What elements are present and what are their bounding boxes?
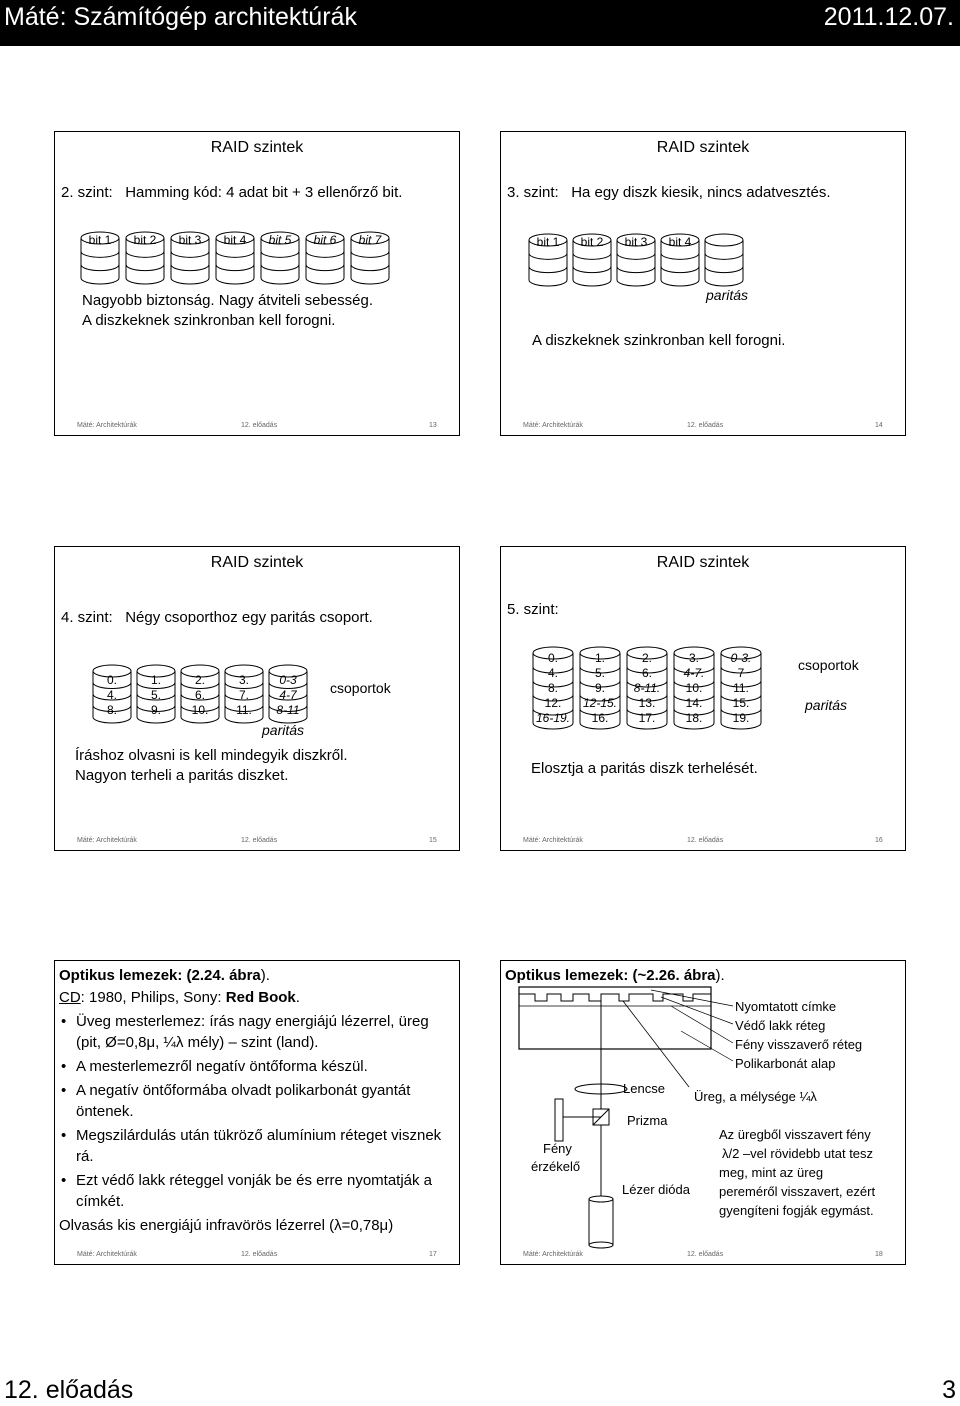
- slide-footer-left: Máté: Architektúrák: [77, 1251, 137, 1258]
- groups-label: csoportok: [798, 657, 859, 673]
- bullet-item: • Üveg mesterlemez: írás nagy energiájú lézerrel, üreg (pit, Ø=0,8μ, ¼λ mély) – szint (land).: [59, 1011, 455, 1053]
- disk-stack: [674, 647, 714, 729]
- disk-stack: [580, 647, 620, 729]
- slide-footer-left: Máté: Architektúrák: [523, 422, 583, 429]
- disk-label: 5.: [594, 666, 606, 680]
- disk-label: 0-3.: [730, 651, 752, 665]
- level-text: Négy csoporthoz egy paritás csoport.: [125, 609, 373, 626]
- disk-label: 4-7: [279, 688, 297, 702]
- disk-label: 8-11.: [633, 681, 661, 695]
- explain-line: pereméről visszavert, ezért: [719, 1184, 876, 1199]
- slide-footer-mid: 12. előadás: [241, 837, 278, 844]
- disk-stack: [93, 665, 131, 723]
- slide-16: [500, 546, 906, 851]
- disk-stack: [573, 234, 611, 286]
- note-read: Íráshoz olvasni is kell mindegyik diszkről.: [75, 747, 348, 764]
- disk-label: 8.: [106, 703, 118, 717]
- disk-label: 11.: [733, 681, 749, 695]
- note-sync: A diszkeknek szinkronban kell forogni.: [532, 332, 786, 349]
- disk-stack: [661, 234, 699, 286]
- disk-label: bit 4: [668, 235, 692, 249]
- slide-title: RAID szintek: [656, 139, 750, 156]
- disk-row: [525, 232, 755, 288]
- bullet-item: • Ezt védő lakk réteggel vonják be és erre nyomtatják a címkét.: [59, 1170, 455, 1212]
- level-label: 4. szint:: [61, 609, 113, 626]
- disk-top: [705, 234, 743, 246]
- slide-footer-mid: 12. előadás: [687, 837, 724, 844]
- slide-title: RAID szintek: [656, 554, 750, 571]
- disk-label: 1.: [150, 673, 162, 687]
- cd-line: [59, 989, 300, 1006]
- leader-line: [681, 1031, 733, 1061]
- disk-stack: [351, 232, 389, 284]
- disk-label: 15.: [732, 696, 750, 710]
- disk-stack: [171, 232, 209, 284]
- header-title: Máté: Számítógép architektúrák: [4, 3, 357, 31]
- disk-label: 14.: [685, 696, 703, 710]
- disk-label: 18.: [685, 711, 703, 725]
- disk-label: 12.: [544, 696, 562, 710]
- disk-label: 17.: [638, 711, 656, 725]
- laser-label: Lézer dióda: [622, 1182, 690, 1197]
- level-label: 3. szint:: [507, 184, 559, 201]
- disk-label: 0.: [106, 673, 118, 687]
- slide-footer-num: 17: [429, 1251, 437, 1258]
- slide-footer-num: 18: [875, 1251, 883, 1258]
- slide-footer-num: 13: [429, 422, 437, 429]
- pit-profile: [519, 994, 711, 1001]
- slide-18: [500, 960, 906, 1265]
- disk-stack: [225, 665, 263, 723]
- disk-label: 3.: [688, 651, 700, 665]
- disk-label: 3.: [238, 673, 250, 687]
- note-sync: A diszkeknek szinkronban kell forogni.: [82, 312, 336, 329]
- disk-stack: [529, 234, 567, 286]
- parity-label: paritás: [805, 697, 848, 713]
- cd-mid: : 1980, Philips, Sony:: [80, 989, 226, 1006]
- disk-label: bit 3: [178, 233, 202, 247]
- disk-row: [89, 663, 329, 725]
- disk-stack: [627, 647, 667, 729]
- disk-label: 2.: [641, 651, 653, 665]
- disk-label: 7.: [238, 688, 250, 702]
- slide-title: [59, 967, 270, 984]
- slide-footer-mid: 12. előadás: [687, 1251, 724, 1258]
- disk-label: bit 1: [536, 235, 560, 249]
- slide-footer-left: Máté: Architektúrák: [77, 422, 137, 429]
- parity-label: paritás: [706, 287, 749, 303]
- slide-footer-num: 16: [875, 837, 883, 844]
- interference-explanation: [719, 1125, 875, 1220]
- layer-labels: [735, 997, 862, 1073]
- disk-label: 11.: [236, 703, 252, 717]
- title-tail: ).: [260, 967, 270, 984]
- level-label: 5. szint:: [507, 601, 559, 618]
- bullet-item: • Megszilárdulás után tükröző alumínium réteget visznek rá.: [59, 1125, 455, 1167]
- page-header: [0, 0, 960, 46]
- disk-stack: [126, 232, 164, 284]
- layer-label: Védő lakk réteg: [735, 1018, 826, 1033]
- disk-label: bit 6: [313, 233, 337, 247]
- title-tail: ).: [715, 967, 725, 984]
- groups-label: csoportok: [330, 680, 391, 696]
- detector-label-1: Fény: [543, 1141, 572, 1156]
- laser-diode-bottom: [589, 1242, 613, 1248]
- slide-footer-mid: 12. előadás: [241, 422, 278, 429]
- disk-label: bit 5: [268, 233, 292, 247]
- level-text: Ha egy diszk kiesik, nincs adatvesztés.: [571, 184, 831, 201]
- bullet-list: [59, 1011, 455, 1215]
- bullet-item: • A negatív öntőformába olvadt polikarbonát gyantát öntenek.: [59, 1080, 455, 1122]
- leader-line: [671, 1006, 733, 1043]
- disk-stack: [533, 647, 573, 729]
- note-load: Nagyon terheli a paritás diszket.: [75, 767, 289, 784]
- disk-label: 6.: [194, 688, 206, 702]
- slide-17: [54, 960, 460, 1265]
- explain-line: λ/2 –vel rövidebb utat tesz: [722, 1146, 874, 1161]
- disk-stack: [705, 234, 743, 286]
- disk-label: 0.: [547, 651, 559, 665]
- explain-line: gyengíteni fogják egymást.: [719, 1203, 874, 1218]
- explain-line: meg, mint az üreg: [719, 1165, 824, 1180]
- cd-book: Red Book: [225, 989, 296, 1006]
- laser-diode-top: [589, 1196, 613, 1202]
- slide-footer-left: Máté: Architektúrák: [77, 837, 137, 844]
- disk-stack: [269, 665, 307, 723]
- disk-label: 4.: [547, 666, 559, 680]
- slide-footer-mid: 12. előadás: [241, 1251, 278, 1258]
- layer-label: Nyomtatott címke: [735, 999, 837, 1014]
- slide-footer-num: 14: [875, 422, 883, 429]
- disk-label: 8.: [547, 681, 559, 695]
- disk-label: bit 3: [624, 235, 648, 249]
- explain-line: Az üregből visszavert fény: [719, 1127, 871, 1142]
- leader-line: [661, 997, 733, 1024]
- photo-detector-shape: [555, 1099, 563, 1141]
- disk-label: 9.: [594, 681, 606, 695]
- disk-label: 5.: [150, 688, 162, 702]
- disk-label: 9.: [150, 703, 162, 717]
- disk-body: [705, 240, 743, 286]
- disk-label: 13.: [638, 696, 656, 710]
- disk-label: 7: [737, 666, 745, 680]
- slide-footer-num: 15: [429, 837, 437, 844]
- pit-depth-label: Üreg, a mélysége ¼λ: [694, 1089, 817, 1104]
- read-laser-line: Olvasás kis energiájú infravörös lézerrel (λ=0,78μ): [59, 1217, 394, 1234]
- pit-arrow: [623, 1001, 689, 1087]
- disk-stack: [137, 665, 175, 723]
- disk-label: 10.: [191, 703, 209, 717]
- disk-label: 16-19.: [535, 711, 571, 725]
- laser-diode-shape: [589, 1199, 613, 1245]
- layer-label: Polikarbonát alap: [735, 1056, 836, 1071]
- disk-stack: [306, 232, 344, 284]
- disk-label: 8-11: [276, 703, 300, 717]
- slide-title: RAID szintek: [210, 139, 304, 156]
- lens-label: Lencse: [623, 1081, 665, 1096]
- disk-label: 16.: [591, 711, 609, 725]
- slide-13: [54, 131, 460, 436]
- disk-stack: [261, 232, 299, 284]
- disk-label: bit 2: [133, 233, 157, 247]
- page-footer-lecture: 12. előadás: [4, 1376, 134, 1404]
- level-line: [61, 609, 373, 626]
- slide-15: [54, 546, 460, 851]
- disk-label: bit 2: [580, 235, 604, 249]
- slide-14: [500, 131, 906, 436]
- slide-footer-left: Máté: Architektúrák: [523, 1251, 583, 1258]
- disk-row: [529, 645, 779, 731]
- slide-title: RAID szintek: [210, 554, 304, 571]
- page-footer-number: 3: [942, 1376, 956, 1404]
- layer-label: Fény visszaverő réteg: [735, 1037, 863, 1052]
- disk-label: 10.: [685, 681, 703, 695]
- disk-label: 1.: [594, 651, 606, 665]
- disk-label: 4-7.: [683, 666, 705, 680]
- disk-label: 2.: [194, 673, 206, 687]
- header-date: 2011.12.07.: [823, 3, 954, 31]
- note-speed: Nagyobb biztonság. Nagy átviteli sebesség.: [82, 292, 374, 309]
- parity-label: paritás: [262, 722, 305, 738]
- note-distribute: Elosztja a paritás diszk terhelését.: [531, 760, 758, 777]
- disk-label: 6.: [641, 666, 653, 680]
- slide-footer-left: Máté: Architektúrák: [523, 837, 583, 844]
- title-bold: Optikus lemezek: (~2.26. ábra: [505, 967, 716, 984]
- detector-label-2: érzékelő: [531, 1159, 581, 1174]
- disk-stack: [81, 232, 119, 284]
- disk-label: 4.: [106, 688, 118, 702]
- disk-stack: [181, 665, 219, 723]
- prism-label: Prizma: [627, 1113, 668, 1128]
- disk-stack: [617, 234, 655, 286]
- level-label: 2. szint:: [61, 184, 113, 201]
- disk-label: 19.: [732, 711, 750, 725]
- cd-end: .: [295, 989, 300, 1006]
- cd-link[interactable]: CD: [59, 989, 81, 1006]
- disk-label: bit 1: [88, 233, 112, 247]
- level-line: [61, 184, 402, 201]
- disk-label: 0-3: [279, 673, 297, 687]
- disk-stack: [216, 232, 254, 284]
- disk-stack: [721, 647, 761, 729]
- disk-label: bit 4: [223, 233, 247, 247]
- level-line: [507, 184, 830, 201]
- disk-label: 12-15.: [582, 696, 618, 710]
- bullet-item: • A mesterlemezről negatív öntőforma készül.: [59, 1056, 455, 1077]
- level-text: Hamming kód: 4 adat bit + 3 ellenőrző bit.: [125, 184, 403, 201]
- slide-footer-mid: 12. előadás: [687, 422, 724, 429]
- disk-label: bit 7: [358, 233, 382, 247]
- title-bold: Optikus lemezek: (2.24. ábra: [59, 967, 261, 984]
- disk-row: [77, 230, 397, 286]
